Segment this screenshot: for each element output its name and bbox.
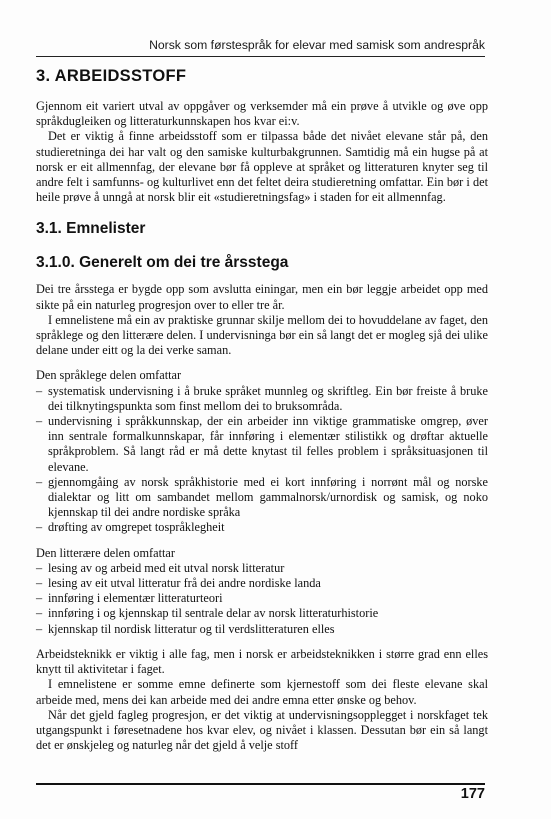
list-item-text: innføring i elementær litteraturteori xyxy=(48,591,223,606)
dash-marker: – xyxy=(36,591,43,606)
running-head: Norsk som førstespråk for elevar med samisk som andrespråk xyxy=(149,38,485,52)
general-paragraph: Dei tre årsstega er bygde opp som avslutta einingar, men ein bør leggje arbeidet opp med sikte på ein naturleg progresjon over to eller tre år. xyxy=(36,282,488,312)
dash-marker: – xyxy=(36,383,43,398)
closing-paragraph: I emnelistene er somme emne definerte som kjernestoff som dei fleste elevane skal arbeide med, mens dei kan arbeide med dei andre emna etter ønske og behov. xyxy=(36,677,488,707)
list-item-text: undervisning i språkkunnskap, der ein arbeider inn viktige grammatiske omgrep, øver inn sentrale formalkunnskapar, får innføring i elementær stilistikk og drøftar aktuelle språkproblem. Så langt råd er må dette knytast til felles problem i språksituasjonen til elevane. xyxy=(48,414,488,474)
list-item-text: kjennskap til nordisk litteratur og til verdslitteraturen elles xyxy=(48,621,335,636)
general-paragraph: I emnelistene må ein av praktiske grunnar skilje mellom dei to hovuddelane av faget, den språklege og den litterære delen. I undervisninga bør ein så langt det er mogleg sjå dei ulike delane under eitt og la dei verke saman. xyxy=(36,312,488,358)
list-item-text: lesing av og arbeid med eit utval norsk litteratur xyxy=(48,560,285,575)
list-item xyxy=(36,475,488,521)
list-item-text: systematisk undervisning i å bruke språket munnleg og skriftleg. Ein bør freiste å bruke dei tilknytingspunkta som finst mellom dei to bruksområda. xyxy=(48,383,488,413)
footer-rule xyxy=(36,783,485,785)
header-rule xyxy=(36,56,485,57)
dash-marker: – xyxy=(36,414,43,429)
list-item-text: lesing av eit utval litteratur frå dei andre nordiske landa xyxy=(48,576,321,591)
dash-marker: – xyxy=(36,520,43,535)
list-item xyxy=(36,561,488,576)
intro-paragraph: Gjennom eit variert utval av oppgåver og verksemder må ein prøve å utvikle og øve opp språkdugleiken og litteraturkunnskapen hos kvar ei:v. xyxy=(36,99,488,129)
dash-marker: – xyxy=(36,474,43,489)
list-item xyxy=(36,606,488,621)
list-item xyxy=(36,384,488,414)
page-body xyxy=(36,66,488,753)
list-item-text: gjennomgåing av norsk språkhistorie med ei kort innføring i norrønt mål og norske dialektar og litt om sambandet mellom gammalnorsk/urnordisk og samisk, og noko kjennskap til dei andre nordiske språka xyxy=(48,474,488,520)
language-part-list xyxy=(36,384,488,536)
list-item-text: innføring i og kjennskap til sentrale delar av norsk litteraturhistorie xyxy=(48,606,379,621)
dash-marker: – xyxy=(36,606,43,621)
subsubsection-title: 3.1.0. Generelt om dei tre årsstega xyxy=(36,254,289,272)
literature-part-list xyxy=(36,561,488,637)
list-item xyxy=(36,591,488,606)
list-item xyxy=(36,520,488,535)
literature-part-lead: Den litterære delen omfattar xyxy=(36,545,175,560)
language-part-lead: Den språklege delen omfattar xyxy=(36,368,182,383)
dash-marker: – xyxy=(36,560,43,575)
section-title: 3. ARBEIDSSTOFF xyxy=(36,67,187,85)
subsection-title: 3.1. Emnelister xyxy=(36,220,146,238)
list-item xyxy=(36,622,488,637)
dash-marker: – xyxy=(36,576,43,591)
list-item xyxy=(36,576,488,591)
page-number: 177 xyxy=(460,786,485,802)
closing-paragraph: Arbeidsteknikk er viktig i alle fag, men i norsk er arbeidsteknikken i større grad enn elles knytt til aktivitetar i faget. xyxy=(36,646,488,677)
closing-paragraph: Når det gjeld fagleg progresjon, er det viktig at undervisningsopplegget i norskfaget tek utgangspunkt i føresetnadene hos kvar elev, og nivået i klassen. Dessutan bør ein så langt det er ønskjeleg og naturleg når det gjeld å velje stoff xyxy=(36,707,488,753)
list-item-text: drøfting av omgrepet tospråklegheit xyxy=(48,520,225,535)
dash-marker: – xyxy=(36,621,43,636)
list-item xyxy=(36,414,488,475)
intro-paragraph: Det er viktig å finne arbeidsstoff som er tilpassa både det nivået elevane står på, den studieretninga dei har valt og den samiske kulturbakgrunnen. Samtidig må ein hugse på at norsk er eit allmennfag, der elevane bør få oppleve at språket og litteraturen knyter seg til andre felt i samfunns- og kulturlivet enn det feltet deira studieretning omfattar. Ein bør i det heile prøve å unngå at norsk blir eit «studieretningsfag» i staden for eit allmennfag. xyxy=(36,129,488,205)
